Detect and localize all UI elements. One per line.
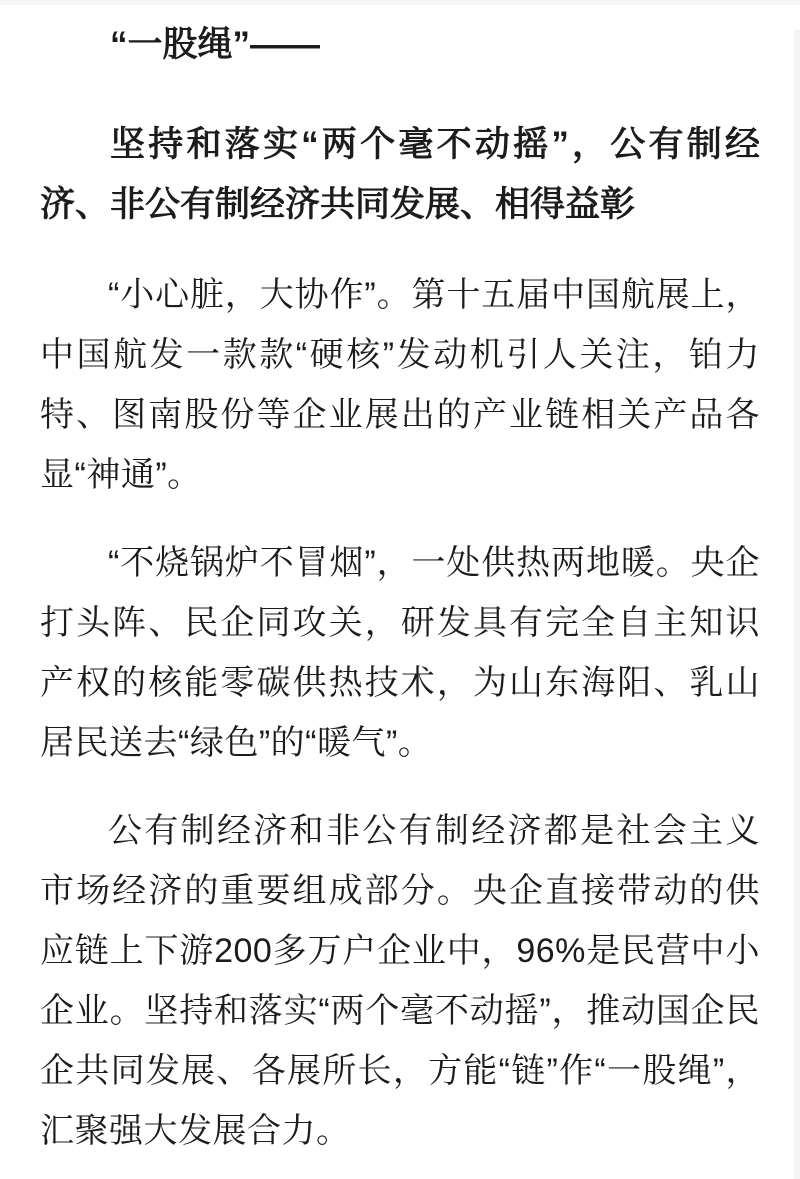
article-heading: “一股绳”—— bbox=[110, 25, 321, 64]
top-edge-strip bbox=[0, 0, 800, 5]
article-paragraph-3: 公有制经济和非公有制经济都是社会主义市场经济的重要组成部分。央企直接带动的供应链上下游200多万户企业中，96%是民营中小企业。坚持和落实“两个毫不动摇”，推动国企民企共同发展、各展所长，方能“链”作“一股绳”，汇聚强大发展合力。 bbox=[40, 812, 760, 1150]
article-paragraph-1: “小心脏，大协作”。第十五届中国航展上，中国航发一款款“硬核”发动机引人关注，铂力特、图南股份等企业展出的产业链相关产品各显“神通”。 bbox=[40, 276, 760, 494]
right-edge-strip bbox=[794, 30, 800, 1179]
article-paragraph-2: “不烧锅炉不冒烟”，一处供热两地暖。央企打头阵、民企同攻关，研发具有完全自主知识产权的核能零碳供热技术，为山东海阳、乳山居民送去“绿色”的“暖气”。 bbox=[40, 544, 760, 762]
article-subheading: 坚持和落实“两个毫不动摇”，公有制经济、非公有制经济共同发展、相得益彰 bbox=[40, 125, 760, 224]
